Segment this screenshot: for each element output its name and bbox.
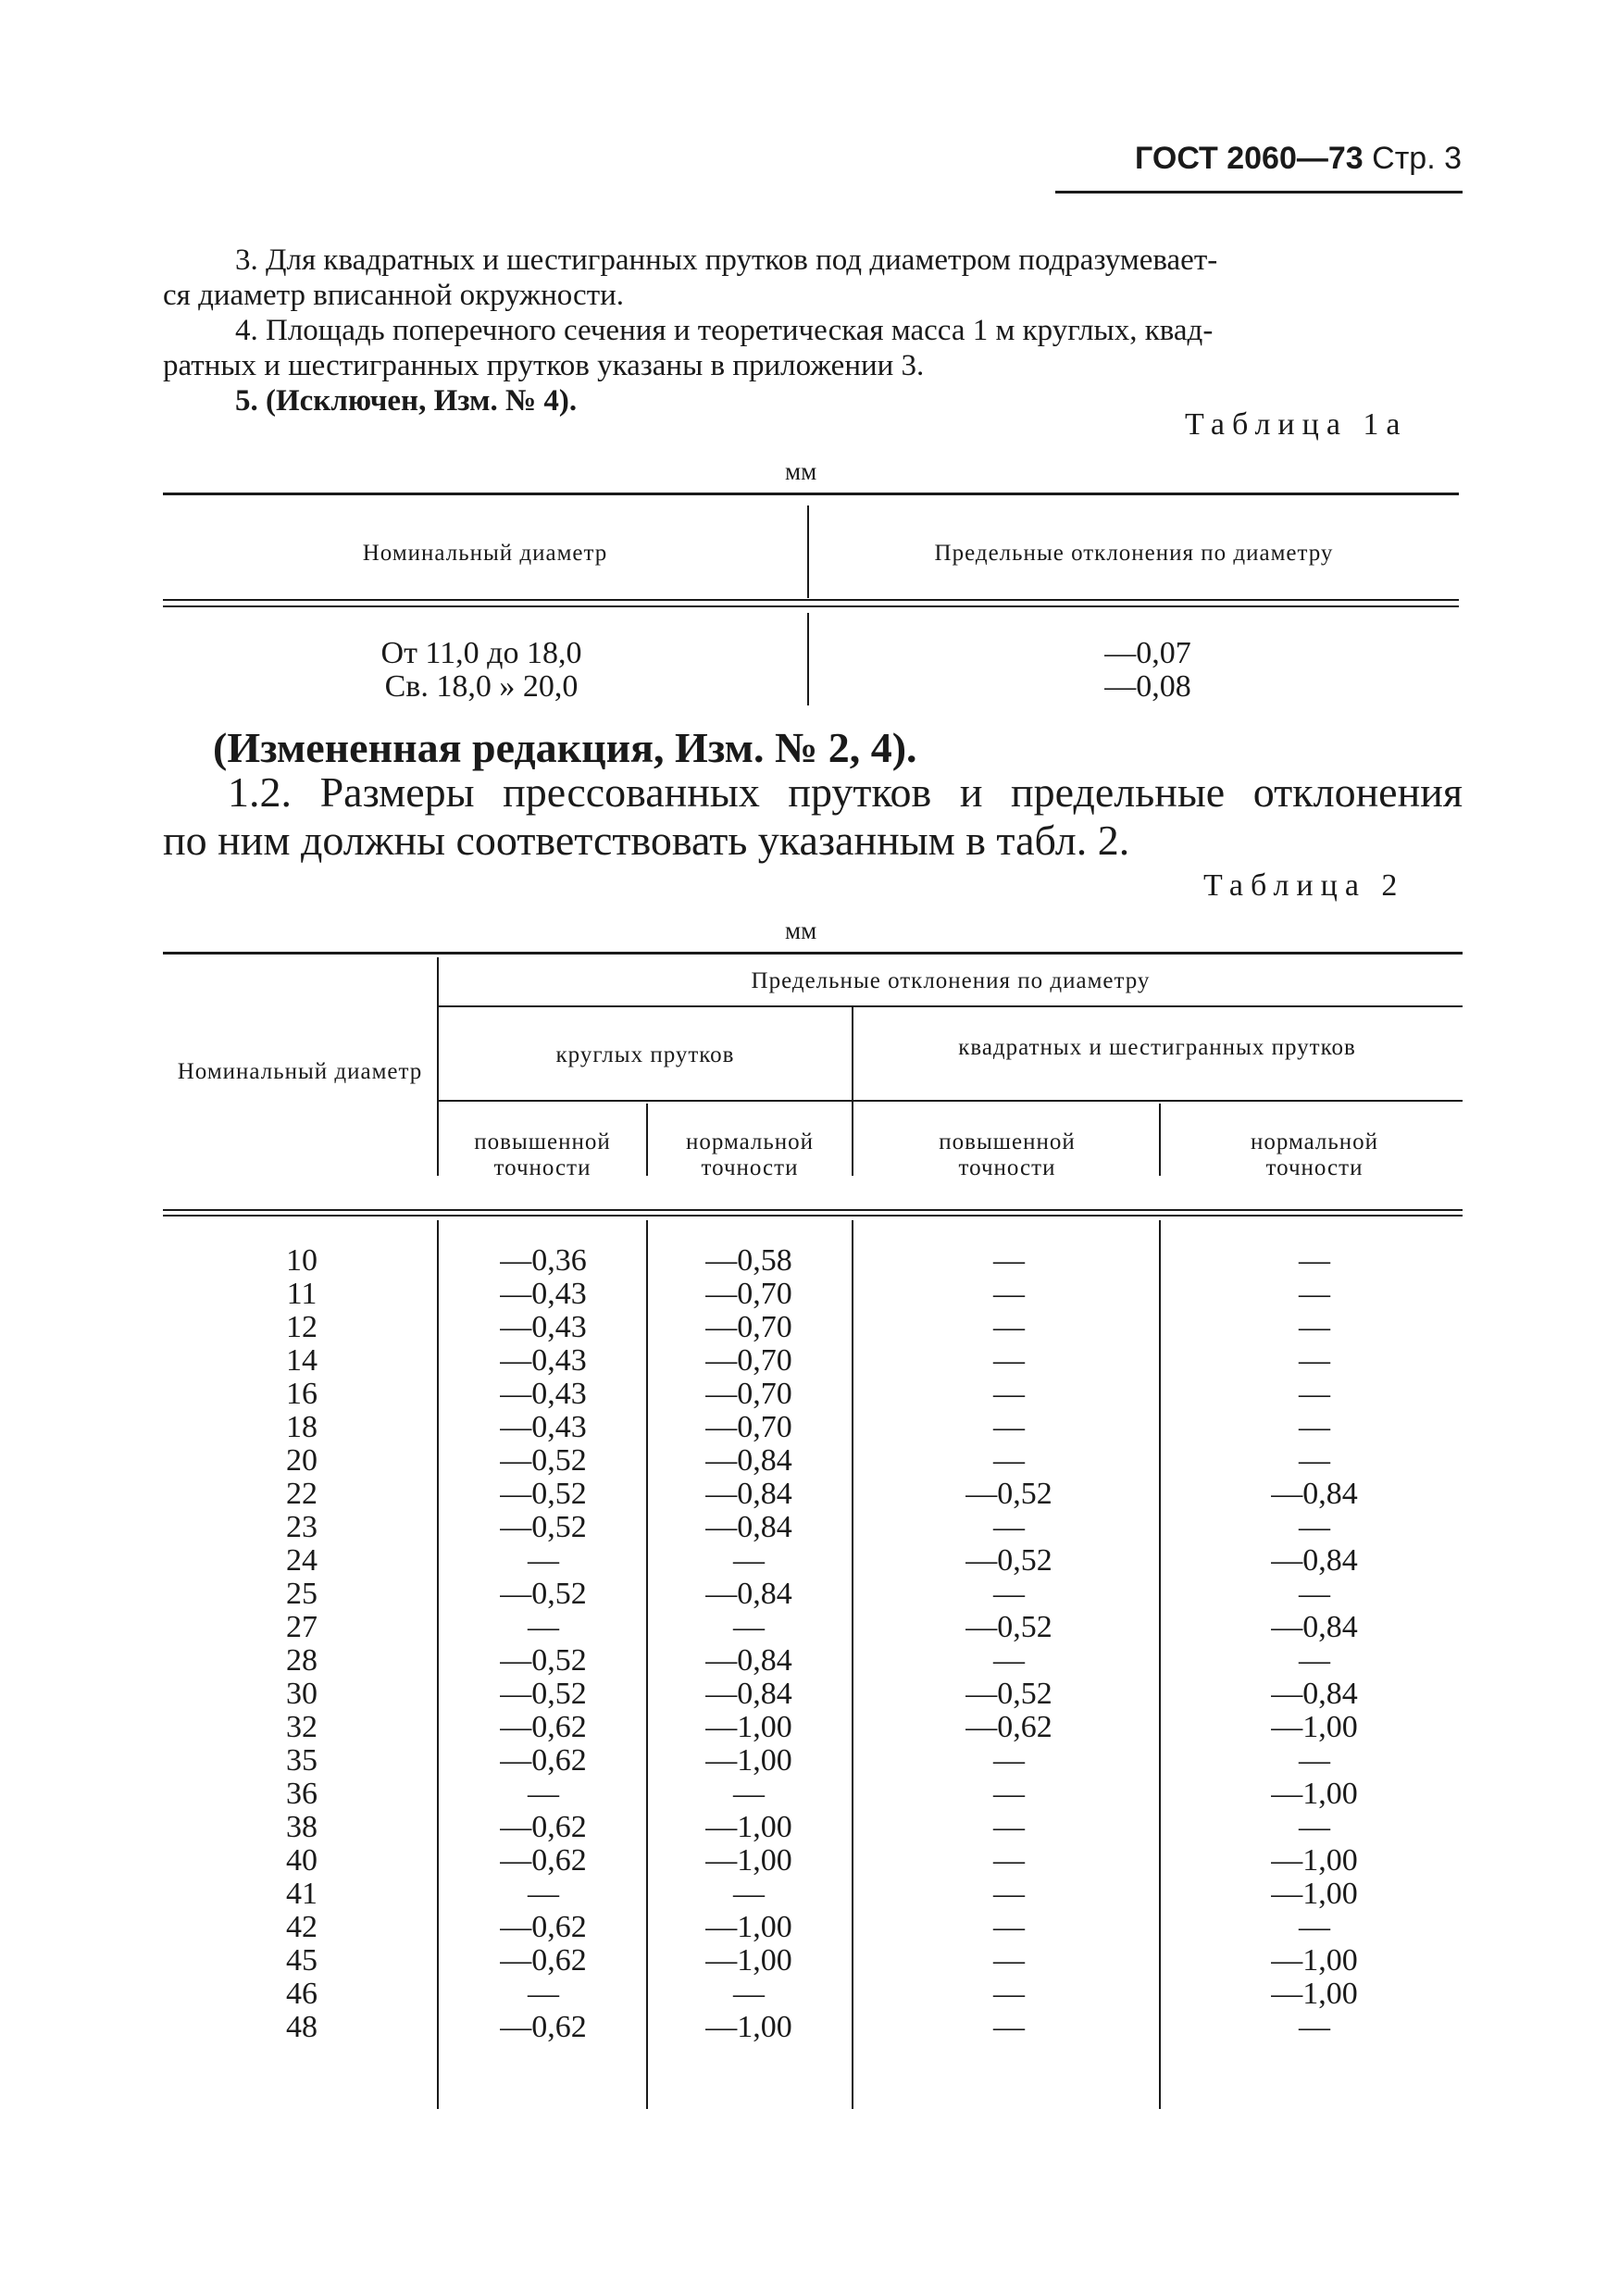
table-2-cell-round-high: —0,52 bbox=[500, 1510, 587, 1544]
table-2-cell-square-normal: —1,00 bbox=[1271, 1943, 1358, 1978]
table-2-body-vline-3 bbox=[852, 1220, 853, 2109]
table-2-cell-round-high: —0,62 bbox=[500, 1743, 587, 1778]
table-2-cell-round-normal: —1,00 bbox=[705, 1843, 792, 1878]
table-2-cell-square-normal: — bbox=[1299, 1910, 1330, 1944]
table-2-cell-nominal: 35 bbox=[286, 1743, 318, 1778]
section-1-2-line-2: по ним должны соответствовать указанным в табл. 2. bbox=[163, 817, 1130, 864]
table-2-cell-nominal: 14 bbox=[286, 1343, 318, 1378]
table-1a-header-rule-2 bbox=[163, 605, 1459, 607]
page-header bbox=[1135, 141, 1462, 177]
table-1a-diameter-column bbox=[259, 637, 704, 704]
table-2-cell-round-high: —0,43 bbox=[500, 1277, 587, 1311]
table-2-cell-square-normal: — bbox=[1299, 1410, 1330, 1444]
table-2-cell-square-normal: —1,00 bbox=[1271, 1777, 1358, 1811]
table-2-cell-round-high: —0,62 bbox=[500, 1943, 587, 1978]
table-1a-header-deviation: Предельные отклонения по диаметру bbox=[934, 541, 1334, 566]
table-2-cell-round-normal: —0,84 bbox=[705, 1643, 792, 1678]
note-4-line-1: 4. Площадь поперечного сечения и теоретическая масса 1 м круглых, квад- bbox=[235, 314, 1214, 347]
table-2-cell-round-normal: — bbox=[733, 1610, 765, 1644]
table-2-cell-square-high: — bbox=[993, 1510, 1025, 1544]
table-2-cell-square-normal: — bbox=[1299, 1810, 1330, 1844]
table-2-cell-round-high: — bbox=[528, 1977, 559, 2011]
table-2-column-round-high bbox=[448, 1244, 639, 2044]
table-2-cell-round-normal: —0,84 bbox=[705, 1577, 792, 1611]
table-2-cell-round-high: — bbox=[528, 1777, 559, 1811]
table-1a-unit: мм bbox=[785, 457, 817, 485]
table-2-cell-nominal: 32 bbox=[286, 1710, 318, 1744]
table-2-cell-round-normal: —0,58 bbox=[705, 1243, 792, 1278]
table-2-cell-round-normal: — bbox=[733, 1877, 765, 1911]
table-2-cell-round-high: —0,62 bbox=[500, 1843, 587, 1878]
table-2-cell-square-normal: — bbox=[1299, 1510, 1330, 1544]
table-1a-body-divider bbox=[807, 613, 809, 705]
table-2-cell-square-high: — bbox=[993, 1643, 1025, 1678]
table-2-cell-square-high: — bbox=[993, 1277, 1025, 1311]
table-2-cell-round-normal: —1,00 bbox=[705, 1943, 792, 1978]
table-2-cell-square-normal: — bbox=[1299, 1743, 1330, 1778]
table-2-cell-round-normal: —0,70 bbox=[705, 1310, 792, 1344]
table-2-cell-round-high: —0,52 bbox=[500, 1677, 587, 1711]
table-2-cell-nominal: 25 bbox=[286, 1577, 318, 1611]
table-2-cell-round-high: —0,62 bbox=[500, 2010, 587, 2044]
table-2-header-round: круглых прутков bbox=[555, 1042, 735, 1067]
table-2-cell-square-high: —0,52 bbox=[965, 1677, 1052, 1711]
table-2-cell-nominal: 10 bbox=[286, 1243, 318, 1278]
table-2-title: Таблица 2 bbox=[1203, 868, 1405, 903]
table-2-column-square-normal bbox=[1213, 1244, 1416, 2044]
table-2-cell-square-high: — bbox=[993, 1577, 1025, 1611]
table-2-header-limits: Предельные отклонения по диаметру bbox=[751, 968, 1151, 993]
page-number: Стр. 3 bbox=[1372, 141, 1462, 176]
edition-note: (Измененная редакция, Изм. № 2, 4). bbox=[213, 724, 917, 771]
table-2-cell-nominal: 23 bbox=[286, 1510, 318, 1544]
table-2-cell-square-normal: — bbox=[1299, 1243, 1330, 1278]
table-2-cell-square-high: —0,62 bbox=[965, 1710, 1052, 1744]
table-2-cell-round-high: —0,52 bbox=[500, 1577, 587, 1611]
table-2-cell-square-high: — bbox=[993, 2010, 1025, 2044]
table-2-cell-round-high: —0,62 bbox=[500, 1710, 587, 1744]
table-2-cell-nominal: 22 bbox=[286, 1477, 318, 1511]
table-2-cell-round-high: —0,36 bbox=[500, 1243, 587, 1278]
table-2-cell-square-high: —0,52 bbox=[965, 1477, 1052, 1511]
table-2-cell-round-high: —0,43 bbox=[500, 1310, 587, 1344]
table-2-cell-nominal: 18 bbox=[286, 1410, 318, 1444]
table-2-cell-nominal: 30 bbox=[286, 1677, 318, 1711]
table-2-cell-square-high: — bbox=[993, 1310, 1025, 1344]
table-2-cell-square-normal: — bbox=[1299, 1310, 1330, 1344]
table-2-header-bottom-rule-1 bbox=[163, 1209, 1463, 1211]
table-2-cell-square-high: — bbox=[993, 1243, 1025, 1278]
table-2-cell-nominal: 48 bbox=[286, 2010, 318, 2044]
table-2-cell-square-normal: —1,00 bbox=[1271, 1843, 1358, 1878]
table-2-cell-nominal: 38 bbox=[286, 1810, 318, 1844]
table-2-header-rule-limits bbox=[439, 1005, 1463, 1007]
table-2-cell-round-normal: —0,84 bbox=[705, 1510, 792, 1544]
table-2-cell-round-normal: —0,70 bbox=[705, 1377, 792, 1411]
table-2-cell-square-normal: —0,84 bbox=[1271, 1543, 1358, 1578]
table-2-cell-square-high: — bbox=[993, 1743, 1025, 1778]
table-2-cell-square-normal: — bbox=[1299, 1277, 1330, 1311]
section-1-2 bbox=[163, 768, 1463, 865]
table-1a-header-rule-1 bbox=[163, 599, 1459, 601]
table-2-cell-round-high: — bbox=[528, 1543, 559, 1578]
standard-number: ГОСТ 2060—73 bbox=[1135, 141, 1364, 176]
table-2-cell-round-normal: — bbox=[733, 1777, 765, 1811]
table-2-cell-nominal: 42 bbox=[286, 1910, 318, 1944]
table-2-body-vline-4 bbox=[1159, 1220, 1161, 2109]
note-4 bbox=[163, 313, 1459, 383]
table-2-cell-square-normal: — bbox=[1299, 1377, 1330, 1411]
table-2-cell-square-high: — bbox=[993, 1777, 1025, 1811]
table-2-header-square-normal: нормальной точности bbox=[1250, 1129, 1379, 1180]
table-2-cell-square-high: — bbox=[993, 1877, 1025, 1911]
table-2-cell-round-normal: —1,00 bbox=[705, 1810, 792, 1844]
table-2-cell-nominal: 40 bbox=[286, 1843, 318, 1878]
table-2-column-round-normal bbox=[654, 1244, 844, 2044]
table-2-cell-round-high: — bbox=[528, 1610, 559, 1644]
table-1a-row-1-diameter: От 11,0 до 18,0 bbox=[380, 636, 582, 670]
table-2-header-vline-square-sub bbox=[1159, 1104, 1161, 1176]
table-2-cell-square-high: —0,52 bbox=[965, 1543, 1052, 1578]
table-2-cell-square-high: — bbox=[993, 1943, 1025, 1978]
table-2-cell-square-normal: —1,00 bbox=[1271, 1710, 1358, 1744]
table-2-cell-round-high: —0,52 bbox=[500, 1477, 587, 1511]
table-2-column-nominal bbox=[255, 1244, 348, 2044]
table-1a-row-1-deviation: —0,07 bbox=[1104, 636, 1191, 670]
table-2-cell-square-high: — bbox=[993, 1343, 1025, 1378]
table-2-cell-round-normal: — bbox=[733, 1543, 765, 1578]
table-2-cell-square-high: — bbox=[993, 1810, 1025, 1844]
table-2-header-square: квадратных и шестигранных прутков bbox=[958, 1035, 1356, 1060]
table-2-cell-round-normal: —1,00 bbox=[705, 1743, 792, 1778]
note-3-line-1: 3. Для квадратных и шестигранных прутков под диаметром подразумевает- bbox=[235, 243, 1218, 277]
table-2-cell-nominal: 45 bbox=[286, 1943, 318, 1978]
table-2-header-vline-round-square bbox=[852, 1007, 853, 1176]
table-2-cell-square-high: — bbox=[993, 1377, 1025, 1411]
table-2-header-vline-round-sub bbox=[646, 1104, 648, 1176]
note-5: 5. (Исключен, Изм. № 4). bbox=[235, 384, 578, 418]
table-2-cell-round-normal: —0,70 bbox=[705, 1410, 792, 1444]
table-2-cell-square-normal: —0,84 bbox=[1271, 1477, 1358, 1511]
table-2-cell-round-high: — bbox=[528, 1877, 559, 1911]
table-2-cell-round-high: —0,43 bbox=[500, 1343, 587, 1378]
table-2-cell-square-normal: —0,84 bbox=[1271, 1610, 1358, 1644]
table-2-unit: мм bbox=[785, 917, 817, 944]
table-2-cell-round-high: —0,52 bbox=[500, 1443, 587, 1478]
table-2-cell-nominal: 41 bbox=[286, 1877, 318, 1911]
table-2-cell-square-high: —0,52 bbox=[965, 1610, 1052, 1644]
note-4-line-2: ратных и шестигранных прутков указаны в приложении 3. bbox=[163, 349, 925, 382]
table-2-cell-nominal: 36 bbox=[286, 1777, 318, 1811]
table-1a-top-rule bbox=[163, 493, 1459, 495]
table-1a-title: Таблица 1а bbox=[1185, 407, 1408, 442]
table-2-cell-nominal: 16 bbox=[286, 1377, 318, 1411]
table-2-header-square-high: повышенной точности bbox=[939, 1129, 1076, 1180]
table-2-cell-square-normal: — bbox=[1299, 1343, 1330, 1378]
table-2-cell-nominal: 28 bbox=[286, 1643, 318, 1678]
table-2-cell-round-high: —0,43 bbox=[500, 1410, 587, 1444]
table-2-cell-square-high: — bbox=[993, 1977, 1025, 2011]
table-2-cell-square-normal: —1,00 bbox=[1271, 1877, 1358, 1911]
table-1a-row-2-deviation: —0,08 bbox=[1104, 669, 1191, 704]
table-2-cell-round-normal: —1,00 bbox=[705, 2010, 792, 2044]
table-2-cell-round-normal: —0,84 bbox=[705, 1443, 792, 1478]
table-2-body-vline-2 bbox=[646, 1220, 648, 2109]
table-2-cell-round-high: —0,43 bbox=[500, 1377, 587, 1411]
table-2-cell-round-normal: —0,70 bbox=[705, 1277, 792, 1311]
table-2-header-rule-groups bbox=[439, 1100, 1463, 1102]
table-2-cell-round-normal: —0,70 bbox=[705, 1343, 792, 1378]
table-2-header-nominal: Номинальный диаметр bbox=[177, 1059, 423, 1084]
table-2-cell-nominal: 27 bbox=[286, 1610, 318, 1644]
note-3-line-2: ся диаметр вписанной окружности. bbox=[163, 279, 625, 312]
table-2-cell-square-normal: — bbox=[1299, 2010, 1330, 2044]
table-2-cell-square-normal: —0,84 bbox=[1271, 1677, 1358, 1711]
table-2-cell-square-normal: —1,00 bbox=[1271, 1977, 1358, 2011]
table-1a-deviation-column bbox=[1018, 637, 1277, 704]
table-2-cell-nominal: 11 bbox=[286, 1277, 318, 1311]
table-2-cell-round-normal: — bbox=[733, 1977, 765, 2011]
table-2-cell-nominal: 46 bbox=[286, 1977, 318, 2011]
table-2-cell-round-high: —0,62 bbox=[500, 1910, 587, 1944]
table-2-cell-square-normal: — bbox=[1299, 1577, 1330, 1611]
table-2-header-bottom-rule-2 bbox=[163, 1215, 1463, 1217]
table-2-cell-round-high: —0,52 bbox=[500, 1643, 587, 1678]
table-2-header-round-normal: нормальной точности bbox=[685, 1129, 815, 1180]
note-3 bbox=[163, 243, 1459, 313]
table-2-cell-round-high: —0,62 bbox=[500, 1810, 587, 1844]
table-2-header-round-high: повышенной точности bbox=[474, 1129, 611, 1180]
table-2-cell-round-normal: —1,00 bbox=[705, 1910, 792, 1944]
table-2-cell-square-high: — bbox=[993, 1443, 1025, 1478]
table-2-cell-round-normal: —0,84 bbox=[705, 1677, 792, 1711]
table-2-cell-round-normal: —0,84 bbox=[705, 1477, 792, 1511]
header-rule bbox=[1055, 191, 1463, 193]
table-2-cell-square-high: — bbox=[993, 1410, 1025, 1444]
table-2-top-rule bbox=[163, 952, 1463, 955]
table-2-cell-round-normal: —1,00 bbox=[705, 1710, 792, 1744]
table-2-cell-square-high: — bbox=[993, 1910, 1025, 1944]
table-2-column-square-high bbox=[907, 1244, 1111, 2044]
table-2-cell-nominal: 24 bbox=[286, 1543, 318, 1578]
section-1-2-line-1: 1.2. Размеры прессованных прутков и предельные отклонения bbox=[228, 768, 1463, 816]
table-2-body-vline-1 bbox=[437, 1220, 439, 2109]
table-1a-header-diameter: Номинальный диаметр bbox=[362, 541, 608, 566]
table-2-cell-square-high: — bbox=[993, 1843, 1025, 1878]
table-2-cell-square-normal: — bbox=[1299, 1643, 1330, 1678]
table-2-cell-square-normal: — bbox=[1299, 1443, 1330, 1478]
table-2-cell-nominal: 12 bbox=[286, 1310, 318, 1344]
table-1a-row-2-diameter: Св. 18,0 » 20,0 bbox=[384, 669, 579, 704]
table-2-cell-nominal: 20 bbox=[286, 1443, 318, 1478]
